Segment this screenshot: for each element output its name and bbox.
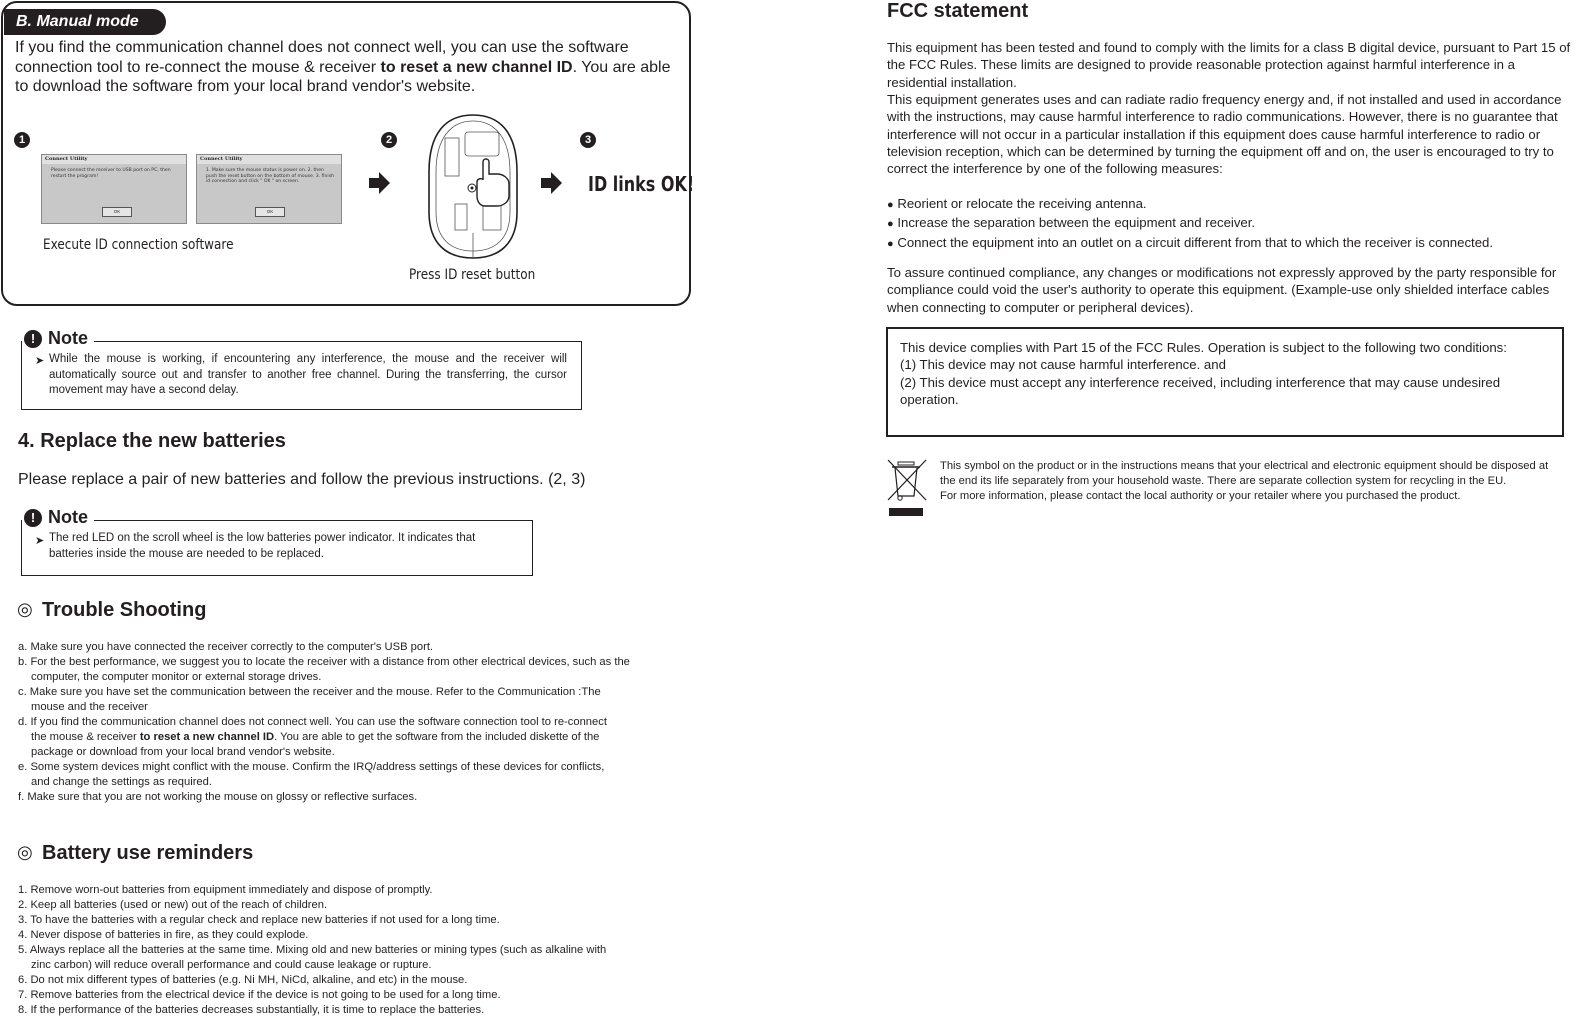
list-item: and change the settings as required. [31,776,212,788]
list-item: 6. Do not mix different types of batteries (e.g. Ni MH, NiCd, alkaline, and etc) in the mouse. [18,974,468,986]
dialog-ok-button[interactable]: OK [102,207,132,217]
list-item: d. If you find the communication channel does not connect well. You can use the software connection tool to re-connect [18,716,607,728]
battery-reminders-list [18,883,698,1018]
note-heading [22,507,94,528]
list-item: computer, the computer monitor or external storage drives. [31,671,322,683]
fcc-box-text [900,339,1540,408]
id-links-ok-label: ID links OK! [588,172,695,196]
step-3-badge: 3 [580,132,596,148]
section-title-trouble-shooting: Trouble Shooting [42,599,207,621]
fcc-paragraph-2: This equipment generates uses and can radiate radio frequency energy and, if not installed and used in accordance with the instructions, may cause harmful interference to radio communications. However, there is no guarantee that interference will not occur in a particular installation if this equipment does cause harmful interference to radio or television reception, which can be determined by turning the equipment off and on, the user is encouraged to try to correct the interference by one of the following measures: [887,92,1562,177]
fcc-box-line: This device complies with Part 15 of the FCC Rules. Operation is subject to the following two conditions: [900,340,1507,355]
list-item [18,730,698,745]
list-item [887,234,1577,253]
target-circle-icon: ◎ [17,599,33,619]
note-text: The red LED on the scroll wheel is the low batteries power indicator. It indicates that batteries inside the mouse are needed to be replaced. [49,532,476,560]
section-title-battery-reminders: Battery use reminders [42,842,254,864]
list-text: Connect the equipment into an outlet on a circuit different from that to which the receiver is connected. [897,234,1494,250]
fcc-paragraph-1: This equipment has been tested and found to comply with the limits for a class B digital device, pursuant to Part 15 of the FCC Rules. These limits are designed to provide reasonable protection against harmful interference in a residential installation. [887,40,1571,90]
connect-utility-dialog-2 [196,154,342,224]
list-item: 7. Remove batteries from the electrical device if the device is not going to be used for a long time. [18,989,501,1001]
list-item: c. Make sure you have set the communication between the receiver and the mouse. Refer to the Communication :The [18,686,601,698]
list-item [887,195,1577,214]
step-1-badge: 1 [14,132,30,148]
list-text: the mouse & receiver [31,731,140,743]
dialog-message: Please connect the receiver to USB port on PC, then restart the program! [51,168,171,179]
caption-execute-software: Execute ID connection software [43,237,234,253]
dialog-title: Connect Utility [42,155,186,164]
list-item: zinc carbon) will reduce overall performance and could cause leakage or rupture. [31,959,432,971]
list-item: mouse and the receiver [31,701,148,713]
intro-text-1: If you find the communication channel does not connect well, you can use the software connection tool to re-connect the mouse & receiver [15,39,629,76]
section-title-replace-batteries: 4. Replace the new batteries [18,430,286,452]
step-2-badge: 2 [381,132,397,148]
connect-utility-dialog-1 [41,154,187,224]
intro-text-2: . You are able to download the software from your local brand vendor's website. [15,58,671,95]
exclamation-icon: ! [24,509,42,527]
list-item: b. For the best performance, we suggest you to locate the receiver with a distance from other electrical devices, such as the [18,656,630,668]
list-item: 4. Never dispose of batteries in fire, as they could explode. [18,929,309,941]
manual-mode-intro [15,38,685,97]
chevron-right-icon: ➤ [35,355,45,367]
weee-text-1: This symbol on the product or in the instructions means that your electrical and electronic equipment should be disposed at the end its life separately from your household waste. There are separate collection system for recycling in the EU. [940,460,1549,487]
list-item [887,214,1577,233]
fcc-title: FCC statement [887,0,1029,22]
list-item: 2. Keep all batteries (used or new) out of the reach of children. [18,899,328,911]
list-text: Increase the separation between the equipment and receiver. [897,215,1256,231]
list-item: package or download from your local brand vendor's website. [31,746,335,758]
list-item: 3. To have the batteries with a regular check and replace new batteries if not used for a long time. [18,914,500,926]
replace-batteries-text: Please replace a pair of new batteries and follow the previous instructions. (2, 3) [18,471,586,488]
dialog-ok-button[interactable]: OK [255,207,285,217]
dialog-message: 1. Make sure the mouse status is power on. 2. then push the reset button on the bottom of mouse. 3. finish id connection and click " OK " on screen. [206,168,335,185]
bullet-icon: ● [887,218,894,231]
fcc-box-line: (1) This device may not cause harmful interference. and [900,357,1226,373]
fcc-paragraph-3: To assure continued compliance, any changes or modifications not expressly approved by the party responsible for compliance could void the user's authority to operate this equipment. (Example-use only shielded interface cables when connecting to computer or peripheral devices). [887,265,1557,315]
bullet-icon: ● [887,199,894,211]
list-item: f. Make sure that you are not working the mouse on glossy or reflective surfaces. [18,791,418,803]
fcc-part15-box [886,327,1564,437]
dialog-title: Connect Utility [197,155,341,164]
trouble-shooting-list [18,640,698,805]
intro-bold: to reset a new channel ID [380,58,573,76]
fcc-box-line: (2) This device must accept any interference received, including interference that may cause undesired operation. [900,374,1501,407]
note-title: Note [48,328,88,348]
note-title: Note [48,507,88,527]
weee-crossed-bin-icon [886,458,930,518]
target-circle-icon: ◎ [17,842,33,862]
fcc-measures-list [887,195,1577,253]
list-text: . You are able to get the software from the included diskette of the [274,731,600,743]
list-item: e. Some system devices might conflict with the mouse. Confirm the IRQ/address settings of these devices for conflicts, [18,761,605,773]
list-item: a. Make sure you have connected the receiver correctly to the computer's USB port. [18,641,434,653]
caption-press-reset: Press ID reset button [409,267,536,283]
list-item: 1. Remove worn-out batteries from equipment immediately and dispose of promptly. [18,884,433,896]
weee-text-2: For more information, please contact the local authority or your retailer where you purchased the product. [940,489,1461,502]
weee-notice [940,459,1552,503]
note-text: While the mouse is working, if encountering any interference, the mouse and the receiver will automatically source out and transfer to another free channel. During the transferring, the cursor movement may have a second delay. [49,353,567,396]
list-item: 5. Always replace all the batteries at the same time. Mixing old and new batteries or mining types (such as alkaline with [18,944,607,956]
arrow-right-icon [541,172,563,194]
list-item: 8. If the performance of the batteries decreases substantially, it is time to replace the batteries. [18,1004,485,1016]
bullet-icon: ● [887,237,894,250]
chevron-right-icon: ➤ [35,535,45,547]
list-text: Reorient or relocate the receiving antenna. [897,196,1147,211]
list-bold: to reset a new channel ID [139,731,275,743]
note-heading [22,328,94,349]
manual-mode-tag: B. Manual mode [4,9,166,35]
exclamation-icon: ! [24,330,42,348]
mouse-bottom-illustration [425,112,521,262]
arrow-right-icon [369,172,391,194]
